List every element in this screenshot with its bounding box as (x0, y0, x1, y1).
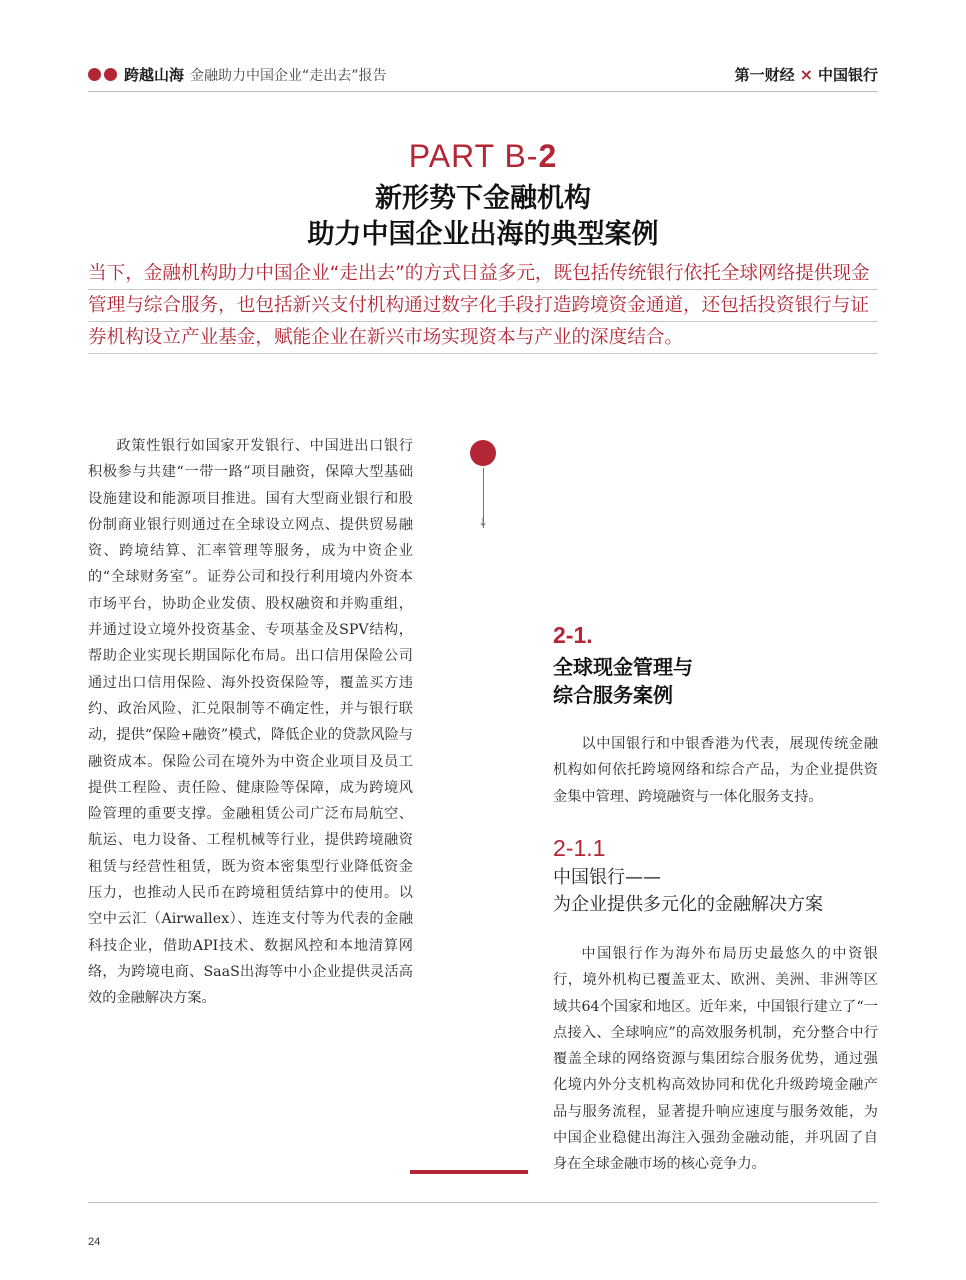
intro-line: 管理与综合服务，也包括新兴支付机构通过数字化手段打造跨境资金通道，还包括投资银行与证 (88, 290, 878, 322)
case-description: 以中国银行和中银香港为代表，展现传统金融机构如何依托跨境网络和综合产品，为企业提供资金集中管理、跨境融资与一体化服务支持。 (553, 736, 878, 805)
intro-paragraph (88, 258, 878, 354)
brand-name: 跨越山海 (124, 66, 185, 84)
case-number: 2-1. (553, 622, 593, 648)
partner-left: 第一财经 (734, 66, 795, 84)
subcase-number: 2-1.1 (553, 835, 606, 861)
case-title-line2: 综合服务案例 (553, 683, 673, 707)
case-title (553, 653, 878, 709)
page-number: 24 (88, 1236, 101, 1248)
part-label (0, 138, 966, 175)
subcase-title-line1: 中国银行—— (553, 867, 661, 888)
subcase-body: 中国银行作为海外布局历史最悠久的中资银行，境外机构已覆盖亚太、欧洲、美洲、非洲等区域共64个国家和地区。近年来，中国银行建立了“一点接入、全球响应”的高效服务机制，充分整合中行覆盖全球的网络资源与集团综合服务优势，通过强化境内外分支机构高效协同和优化升级跨境金融产品与服务流程，显著提升响应速度与服务效能，为中国企业稳健出海注入强劲金融动能，并巩固了自身在全球金融市场的核心竞争力。 (553, 946, 878, 1173)
arrow-down-icon: ↓ (477, 515, 489, 529)
page-header (88, 62, 878, 90)
subcase-title (553, 864, 878, 918)
header-divider (88, 91, 878, 92)
intro-line: 券机构设立产业基金，赋能企业在新兴市场实现资本与产业的深度结合。 (88, 322, 878, 354)
section-title-line1: 新形势下金融机构 (375, 183, 591, 214)
brand-dot-icon (104, 68, 117, 81)
footer-divider (88, 1202, 878, 1203)
case-title-line1: 全球现金管理与 (553, 655, 693, 679)
report-brand (88, 64, 387, 85)
brand-subtitle: 金融助力中国企业“走出去”报告 (190, 67, 387, 84)
subcase-title-line2: 为企业提供多元化的金融解决方案 (553, 894, 823, 915)
brand-dot-icon (88, 68, 101, 81)
section-title-line2: 助力中国企业出海的典型案例 (307, 219, 659, 250)
part-prefix: PART B- (408, 138, 539, 174)
section-marker-icon (470, 440, 496, 466)
partner-separator: × (799, 65, 813, 84)
part-number: 2 (538, 138, 558, 174)
partner-credit (735, 64, 878, 85)
left-column-text: 政策性银行如国家开发银行、中国进出口银行积极参与共建“一带一路”项目融资，保障大型基础设施建设和能源项目推进。国有大型商业银行和股份制商业银行则通过在全球设立网点、提供贸易融资、跨境结算、汇率管理等服务，成为中资企业的“全球财务室”。证券公司和投行利用境内外资本市场平台，协助企业发债、股权融资和并购重组，并通过设立境外投资基金、专项基金及SPV结构，帮助企业实现长期国际化布局。出口信用保险公司通过出口信用保险、海外投资保险等，覆盖买方违约、政治风险、汇兑限制等不确定性，并与银行联动，提供“保险+融资”模式，降低企业的贷款风险与融资成本。保险公司在境外为中资企业项目及员工提供工程险、责任险、健康险等保障，成为跨境风险管理的重要支撑。金融租赁公司广泛布局航空、航运、电力设备、工程机械等行业，提供跨境融资租赁与经营性租赁，既为资本密集型行业降低资金压力，也推动人民币在跨境租赁结算中的使用。以空中云汇（Airwallex）、连连支付等为代表的金融科技企业，借助API技术、数据风控和本地清算网络，为跨境电商、SaaS出海等中小企业提供灵活高效的金融解决方案。 (88, 438, 413, 1007)
intro-line: 当下，金融机构助力中国企业“走出去”的方式日益多元，既包括传统银行依托全球网络提供现金 (88, 258, 878, 290)
partner-right: 中国银行 (817, 66, 878, 84)
accent-bar (410, 1170, 528, 1174)
